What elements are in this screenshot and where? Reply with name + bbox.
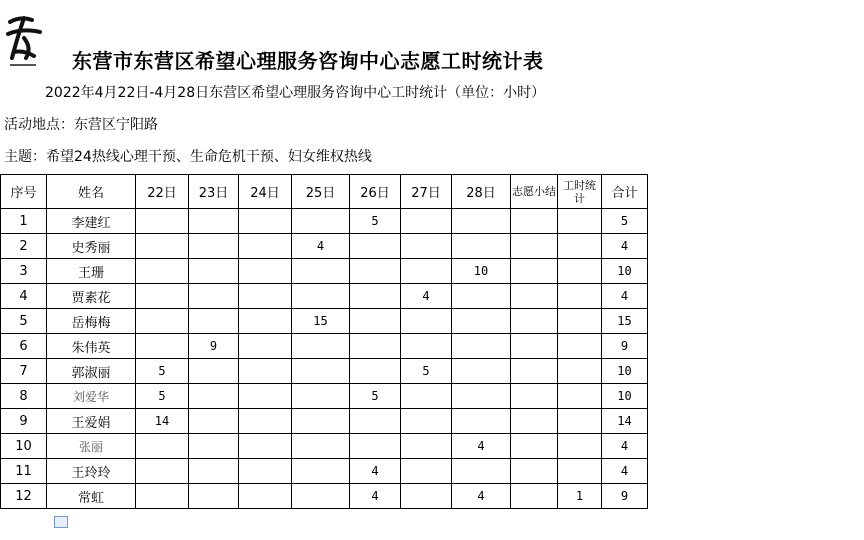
hours-cell[interactable]	[239, 309, 292, 334]
hours-cell[interactable]	[239, 209, 292, 234]
hours-cell[interactable]	[189, 409, 239, 434]
hours-cell[interactable]	[558, 209, 602, 234]
hours-cell[interactable]	[350, 284, 401, 309]
hours-cell[interactable]: 4	[350, 484, 401, 509]
hours-cell[interactable]	[452, 359, 511, 384]
hours-cell[interactable]: 10	[602, 384, 648, 409]
table-row	[1, 484, 648, 509]
column-header[interactable]: 志愿小结	[511, 175, 558, 209]
hours-cell[interactable]	[452, 209, 511, 234]
hours-cell[interactable]	[189, 209, 239, 234]
hours-cell[interactable]	[558, 259, 602, 284]
hours-cell[interactable]	[452, 384, 511, 409]
hours-cell[interactable]	[511, 484, 558, 509]
hours-cell[interactable]	[292, 259, 350, 284]
column-header[interactable]: 27日	[401, 175, 452, 209]
hours-cell[interactable]	[350, 334, 401, 359]
hours-cell[interactable]	[292, 459, 350, 484]
hours-cell[interactable]	[292, 409, 350, 434]
volunteer-name-cell[interactable]: 史秀丽	[47, 234, 136, 259]
hours-cell[interactable]: 4	[292, 234, 350, 259]
table-row	[1, 459, 648, 484]
hours-cell[interactable]	[558, 359, 602, 384]
hours-cell[interactable]	[511, 259, 558, 284]
hours-cell[interactable]	[401, 334, 452, 359]
column-header[interactable]: 23日	[189, 175, 239, 209]
activity-location: 活动地点：东营区宁阳路	[4, 117, 158, 133]
hours-cell[interactable]	[239, 384, 292, 409]
hours-cell[interactable]	[350, 309, 401, 334]
hours-cell[interactable]	[511, 409, 558, 434]
hours-cell[interactable]	[189, 434, 239, 459]
volunteer-name-cell[interactable]: 贾素花	[47, 284, 136, 309]
hours-cell[interactable]	[558, 309, 602, 334]
hours-cell[interactable]	[239, 484, 292, 509]
hours-cell[interactable]	[239, 409, 292, 434]
hours-cell[interactable]	[558, 334, 602, 359]
hours-cell[interactable]	[511, 209, 558, 234]
hours-cell[interactable]	[292, 384, 350, 409]
hours-cell[interactable]	[189, 384, 239, 409]
hours-cell[interactable]: 5	[602, 209, 648, 234]
hours-cell[interactable]	[136, 459, 189, 484]
table-row	[1, 434, 648, 459]
hours-cell[interactable]	[511, 359, 558, 384]
hours-cell[interactable]	[350, 359, 401, 384]
hours-cell[interactable]	[239, 334, 292, 359]
hours-cell[interactable]: 4	[602, 234, 648, 259]
hours-cell[interactable]	[292, 359, 350, 384]
hours-cell[interactable]	[239, 234, 292, 259]
hours-cell[interactable]	[239, 459, 292, 484]
table-row	[1, 359, 648, 384]
volunteer-hours-table	[0, 174, 648, 509]
hours-cell[interactable]	[189, 484, 239, 509]
hours-cell[interactable]	[401, 209, 452, 234]
row-number-cell[interactable]: 4	[1, 284, 47, 309]
table-row	[1, 259, 648, 284]
hours-cell[interactable]: 10	[452, 259, 511, 284]
hours-cell[interactable]	[136, 484, 189, 509]
hours-cell[interactable]	[189, 259, 239, 284]
hours-cell[interactable]: 14	[602, 409, 648, 434]
table-row	[1, 209, 648, 234]
hours-cell[interactable]	[401, 434, 452, 459]
hours-cell[interactable]	[511, 284, 558, 309]
row-number-cell[interactable]: 8	[1, 384, 47, 409]
hours-cell[interactable]	[136, 284, 189, 309]
hours-cell[interactable]: 1	[558, 484, 602, 509]
hours-cell[interactable]	[350, 234, 401, 259]
hours-cell[interactable]	[511, 459, 558, 484]
hours-cell[interactable]	[511, 434, 558, 459]
hours-cell[interactable]	[189, 309, 239, 334]
hours-cell[interactable]	[511, 234, 558, 259]
column-header[interactable]: 28日	[452, 175, 511, 209]
table-row	[1, 409, 648, 434]
hours-cell[interactable]	[136, 259, 189, 284]
table-row	[1, 384, 648, 409]
column-header[interactable]: 合计	[602, 175, 648, 209]
row-number-cell[interactable]: 3	[1, 259, 47, 284]
hours-cell[interactable]: 5	[401, 359, 452, 384]
hours-cell[interactable]: 4	[452, 484, 511, 509]
sheet-icon[interactable]	[54, 516, 68, 528]
hours-cell[interactable]	[511, 384, 558, 409]
volunteer-name-cell[interactable]: 朱伟英	[47, 334, 136, 359]
hours-cell[interactable]	[558, 284, 602, 309]
hours-cell[interactable]	[292, 284, 350, 309]
hours-cell[interactable]: 15	[292, 309, 350, 334]
hours-cell[interactable]	[558, 409, 602, 434]
column-header[interactable]: 26日	[350, 175, 401, 209]
hours-cell[interactable]	[136, 209, 189, 234]
row-number-cell[interactable]: 10	[1, 434, 47, 459]
hours-cell[interactable]	[401, 234, 452, 259]
hours-cell[interactable]	[401, 384, 452, 409]
hours-cell[interactable]: 4	[602, 459, 648, 484]
column-header[interactable]: 序号	[1, 175, 47, 209]
hours-cell[interactable]: 15	[602, 309, 648, 334]
volunteer-name-cell[interactable]: 张丽	[47, 434, 136, 459]
hours-cell[interactable]	[292, 209, 350, 234]
hours-cell[interactable]	[239, 434, 292, 459]
hours-cell[interactable]	[350, 409, 401, 434]
hours-cell[interactable]: 5	[350, 384, 401, 409]
hours-cell[interactable]	[292, 484, 350, 509]
hours-cell[interactable]	[239, 259, 292, 284]
hours-cell[interactable]	[239, 284, 292, 309]
column-header[interactable]: 工时统计	[558, 175, 602, 209]
hours-cell[interactable]	[350, 434, 401, 459]
hours-cell[interactable]	[292, 334, 350, 359]
organization-logo	[4, 12, 44, 82]
hours-cell[interactable]	[452, 284, 511, 309]
hours-cell[interactable]: 14	[136, 409, 189, 434]
hours-cell[interactable]	[511, 309, 558, 334]
hours-cell[interactable]	[452, 309, 511, 334]
table-header-row	[1, 175, 648, 209]
table-row	[1, 309, 648, 334]
volunteer-name-cell[interactable]: 刘爱华	[47, 384, 136, 409]
hours-cell[interactable]	[239, 359, 292, 384]
column-header[interactable]: 22日	[136, 175, 189, 209]
volunteer-name-cell[interactable]: 岳梅梅	[47, 309, 136, 334]
hours-cell[interactable]	[452, 459, 511, 484]
row-number-cell[interactable]: 9	[1, 409, 47, 434]
hours-cell[interactable]	[136, 434, 189, 459]
hours-cell[interactable]	[452, 334, 511, 359]
hours-cell[interactable]: 4	[602, 284, 648, 309]
hours-cell[interactable]: 5	[136, 384, 189, 409]
hours-cell[interactable]	[401, 484, 452, 509]
row-number-cell[interactable]: 7	[1, 359, 47, 384]
row-number-cell[interactable]: 2	[1, 234, 47, 259]
hours-cell[interactable]: 4	[602, 434, 648, 459]
volunteer-name-cell[interactable]: 郭淑丽	[47, 359, 136, 384]
hours-cell[interactable]: 4	[350, 459, 401, 484]
volunteer-name-cell[interactable]: 王玲玲	[47, 459, 136, 484]
hours-cell[interactable]: 4	[401, 284, 452, 309]
hours-cell[interactable]	[558, 434, 602, 459]
table-row	[1, 234, 648, 259]
activity-topic: 主题：希望24热线心理干预、生命危机干预、妇女维权热线	[4, 149, 372, 165]
hours-cell[interactable]	[401, 409, 452, 434]
hours-cell[interactable]	[401, 259, 452, 284]
volunteer-name-cell[interactable]: 常虹	[47, 484, 136, 509]
row-number-cell[interactable]: 1	[1, 209, 47, 234]
hours-cell[interactable]	[350, 259, 401, 284]
hours-cell[interactable]	[292, 434, 350, 459]
hours-cell[interactable]	[136, 334, 189, 359]
hours-cell[interactable]: 5	[136, 359, 189, 384]
hours-cell[interactable]: 10	[602, 259, 648, 284]
hours-cell[interactable]	[189, 359, 239, 384]
column-header[interactable]: 25日	[292, 175, 350, 209]
hours-cell[interactable]: 5	[350, 209, 401, 234]
volunteer-name-cell[interactable]: 李建红	[47, 209, 136, 234]
table-row	[1, 334, 648, 359]
hours-cell[interactable]: 9	[602, 484, 648, 509]
hours-cell[interactable]	[558, 234, 602, 259]
hours-cell[interactable]	[558, 384, 602, 409]
hours-cell[interactable]	[511, 334, 558, 359]
hours-cell[interactable]: 4	[452, 434, 511, 459]
row-number-cell[interactable]: 5	[1, 309, 47, 334]
hours-cell[interactable]	[189, 459, 239, 484]
hours-cell[interactable]: 9	[189, 334, 239, 359]
hours-cell[interactable]	[452, 409, 511, 434]
page-subtitle: 2022年4月22日-4月28日东营区希望心理服务咨询中心工时统计（单位：小时）	[45, 85, 546, 101]
table-row	[1, 284, 648, 309]
hours-cell[interactable]: 10	[602, 359, 648, 384]
hours-cell[interactable]	[401, 309, 452, 334]
volunteer-name-cell[interactable]: 王珊	[47, 259, 136, 284]
hours-cell[interactable]	[401, 459, 452, 484]
page-title: 东营市东营区希望心理服务咨询中心志愿工时统计表	[72, 49, 544, 73]
row-number-cell[interactable]: 6	[1, 334, 47, 359]
hours-cell[interactable]: 9	[602, 334, 648, 359]
column-header[interactable]: 24日	[239, 175, 292, 209]
hours-cell[interactable]	[189, 284, 239, 309]
row-number-cell[interactable]: 11	[1, 459, 47, 484]
hours-cell[interactable]	[452, 234, 511, 259]
hours-cell[interactable]	[189, 234, 239, 259]
volunteer-name-cell[interactable]: 王爱娟	[47, 409, 136, 434]
hours-cell[interactable]	[136, 309, 189, 334]
hours-cell[interactable]	[558, 459, 602, 484]
row-number-cell[interactable]: 12	[1, 484, 47, 509]
column-header[interactable]: 姓名	[47, 175, 136, 209]
hours-cell[interactable]	[136, 234, 189, 259]
